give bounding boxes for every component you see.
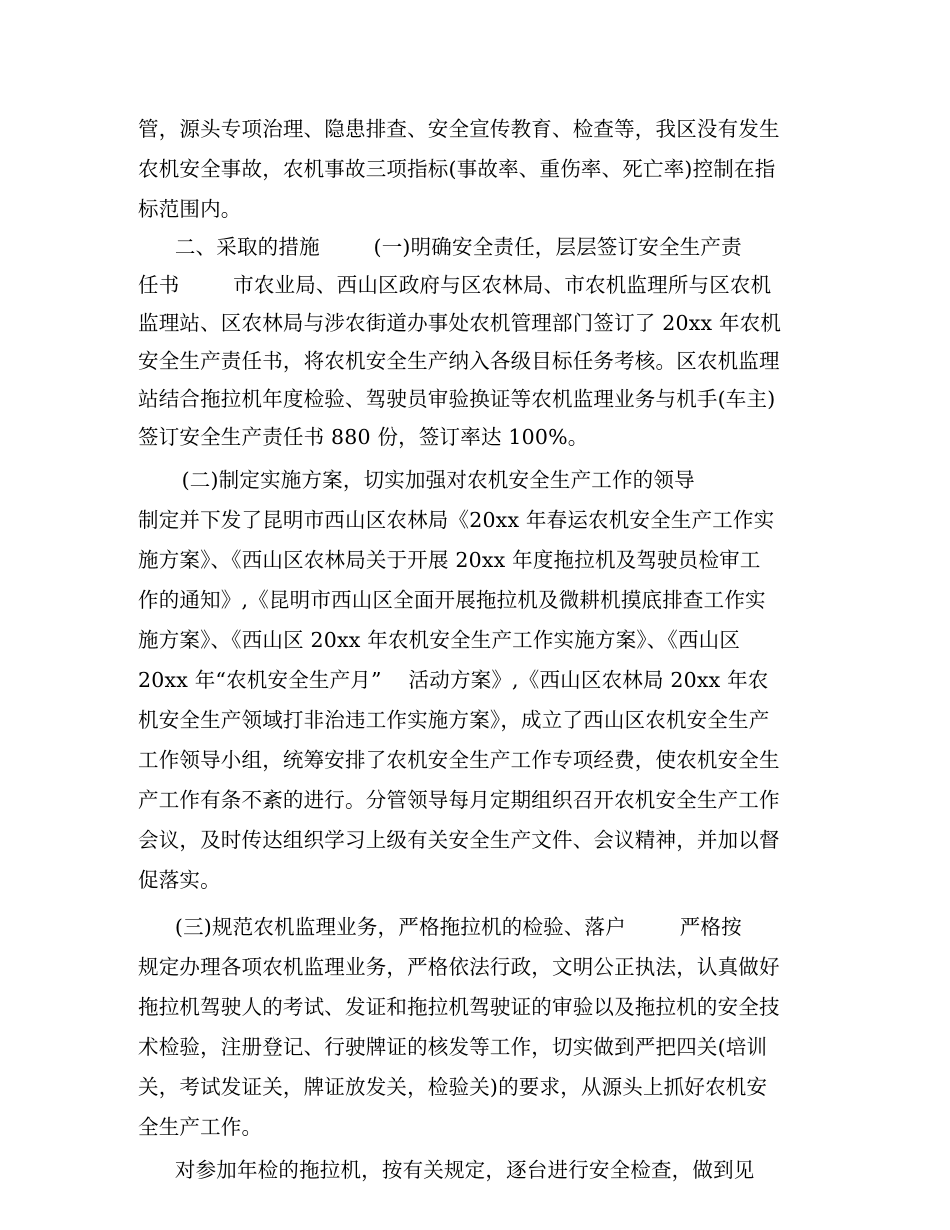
text-line: 安全生产责任书，将农机安全生产纳入各级目标任务考核。区农机监理 xyxy=(138,349,780,373)
text-line: 制定并下发了昆明市西山区农林局《20xx 年春运农机安全生产工作实 xyxy=(138,508,775,532)
text-line: 20xx 年“农机安全生产月” 活动方案》,《西山区农林局 20xx 年农 xyxy=(138,668,769,692)
text-line: 作的通知》,《昆明市西山区全面开展拖拉机及微耕机摸底排查工作实 xyxy=(138,588,766,612)
text-line: 产工作有条不紊的进行。分管领导每月定期组织召开农机安全生产工作 xyxy=(138,788,780,812)
text-line: 促落实。 xyxy=(138,868,221,892)
text-line: 监理站、区农林局与涉农街道办事处农机管理部门签订了 20xx 年农机 xyxy=(138,311,782,335)
text-line: 对参加年检的拖拉机，按有关规定，逐台进行安全检查，做到见 xyxy=(148,1158,755,1182)
text-line: 签订安全生产责任书 880 份，签订率达 100%。 xyxy=(138,425,589,449)
text-line: 术检验，注册登记、行驶牌证的核发等工作，切实做到严把四关(培训 xyxy=(138,1035,768,1059)
text-line: 二、采取的措施 (一)明确安全责任，层层签订安全生产责 xyxy=(148,235,742,259)
text-line: 全生产工作。 xyxy=(138,1115,263,1139)
text-line: 工作领导小组，统筹安排了农机安全生产工作专项经费，使农机安全生 xyxy=(138,748,780,772)
text-line: 任书 市农业局、西山区政府与区农林局、市农机监理所与区农机 xyxy=(138,273,772,297)
text-line: 管，源头专项治理、隐患排查、安全宣传教育、检查等，我区没有发生 xyxy=(138,117,780,141)
text-line: 站结合拖拉机年度检验、驾驶员审验换证等农机监理业务与机手(车主) xyxy=(138,387,776,411)
text-line: (二)制定实施方案，切实加强对农机安全生产工作的领导 xyxy=(148,468,695,492)
text-line: 施方案》、《西山区 20xx 年农机安全生产工作实施方案》、《西山区 xyxy=(138,628,741,652)
text-line: 标范围内。 xyxy=(138,197,242,221)
text-line: 机安全生产领域打非治违工作实施方案》，成立了西山区农机安全生产 xyxy=(138,708,770,732)
text-line: 规定办理各项农机监理业务，严格依法行政，文明公正执法，认真做好 xyxy=(138,955,780,979)
text-line: 拖拉机驾驶人的考试、发证和拖拉机驾驶证的审验以及拖拉机的安全技 xyxy=(138,995,780,1019)
text-line: 会议，及时传达组织学习上级有关安全生产文件、会议精神，并加以督 xyxy=(138,828,780,852)
text-line: 关，考试发证关，牌证放发关，检验关)的要求，从源头上抓好农机安 xyxy=(138,1075,768,1099)
text-line: (三)规范农机监理业务，严格拖拉机的检验、落户 严格按 xyxy=(148,915,742,939)
text-line: 施方案》、《西山区农林局关于开展 20xx 年度拖拉机及驾驶员检审工 xyxy=(138,548,761,572)
text-line: 农机安全事故，农机事故三项指标(事故率、重伤率、死亡率)控制在指 xyxy=(138,157,776,181)
